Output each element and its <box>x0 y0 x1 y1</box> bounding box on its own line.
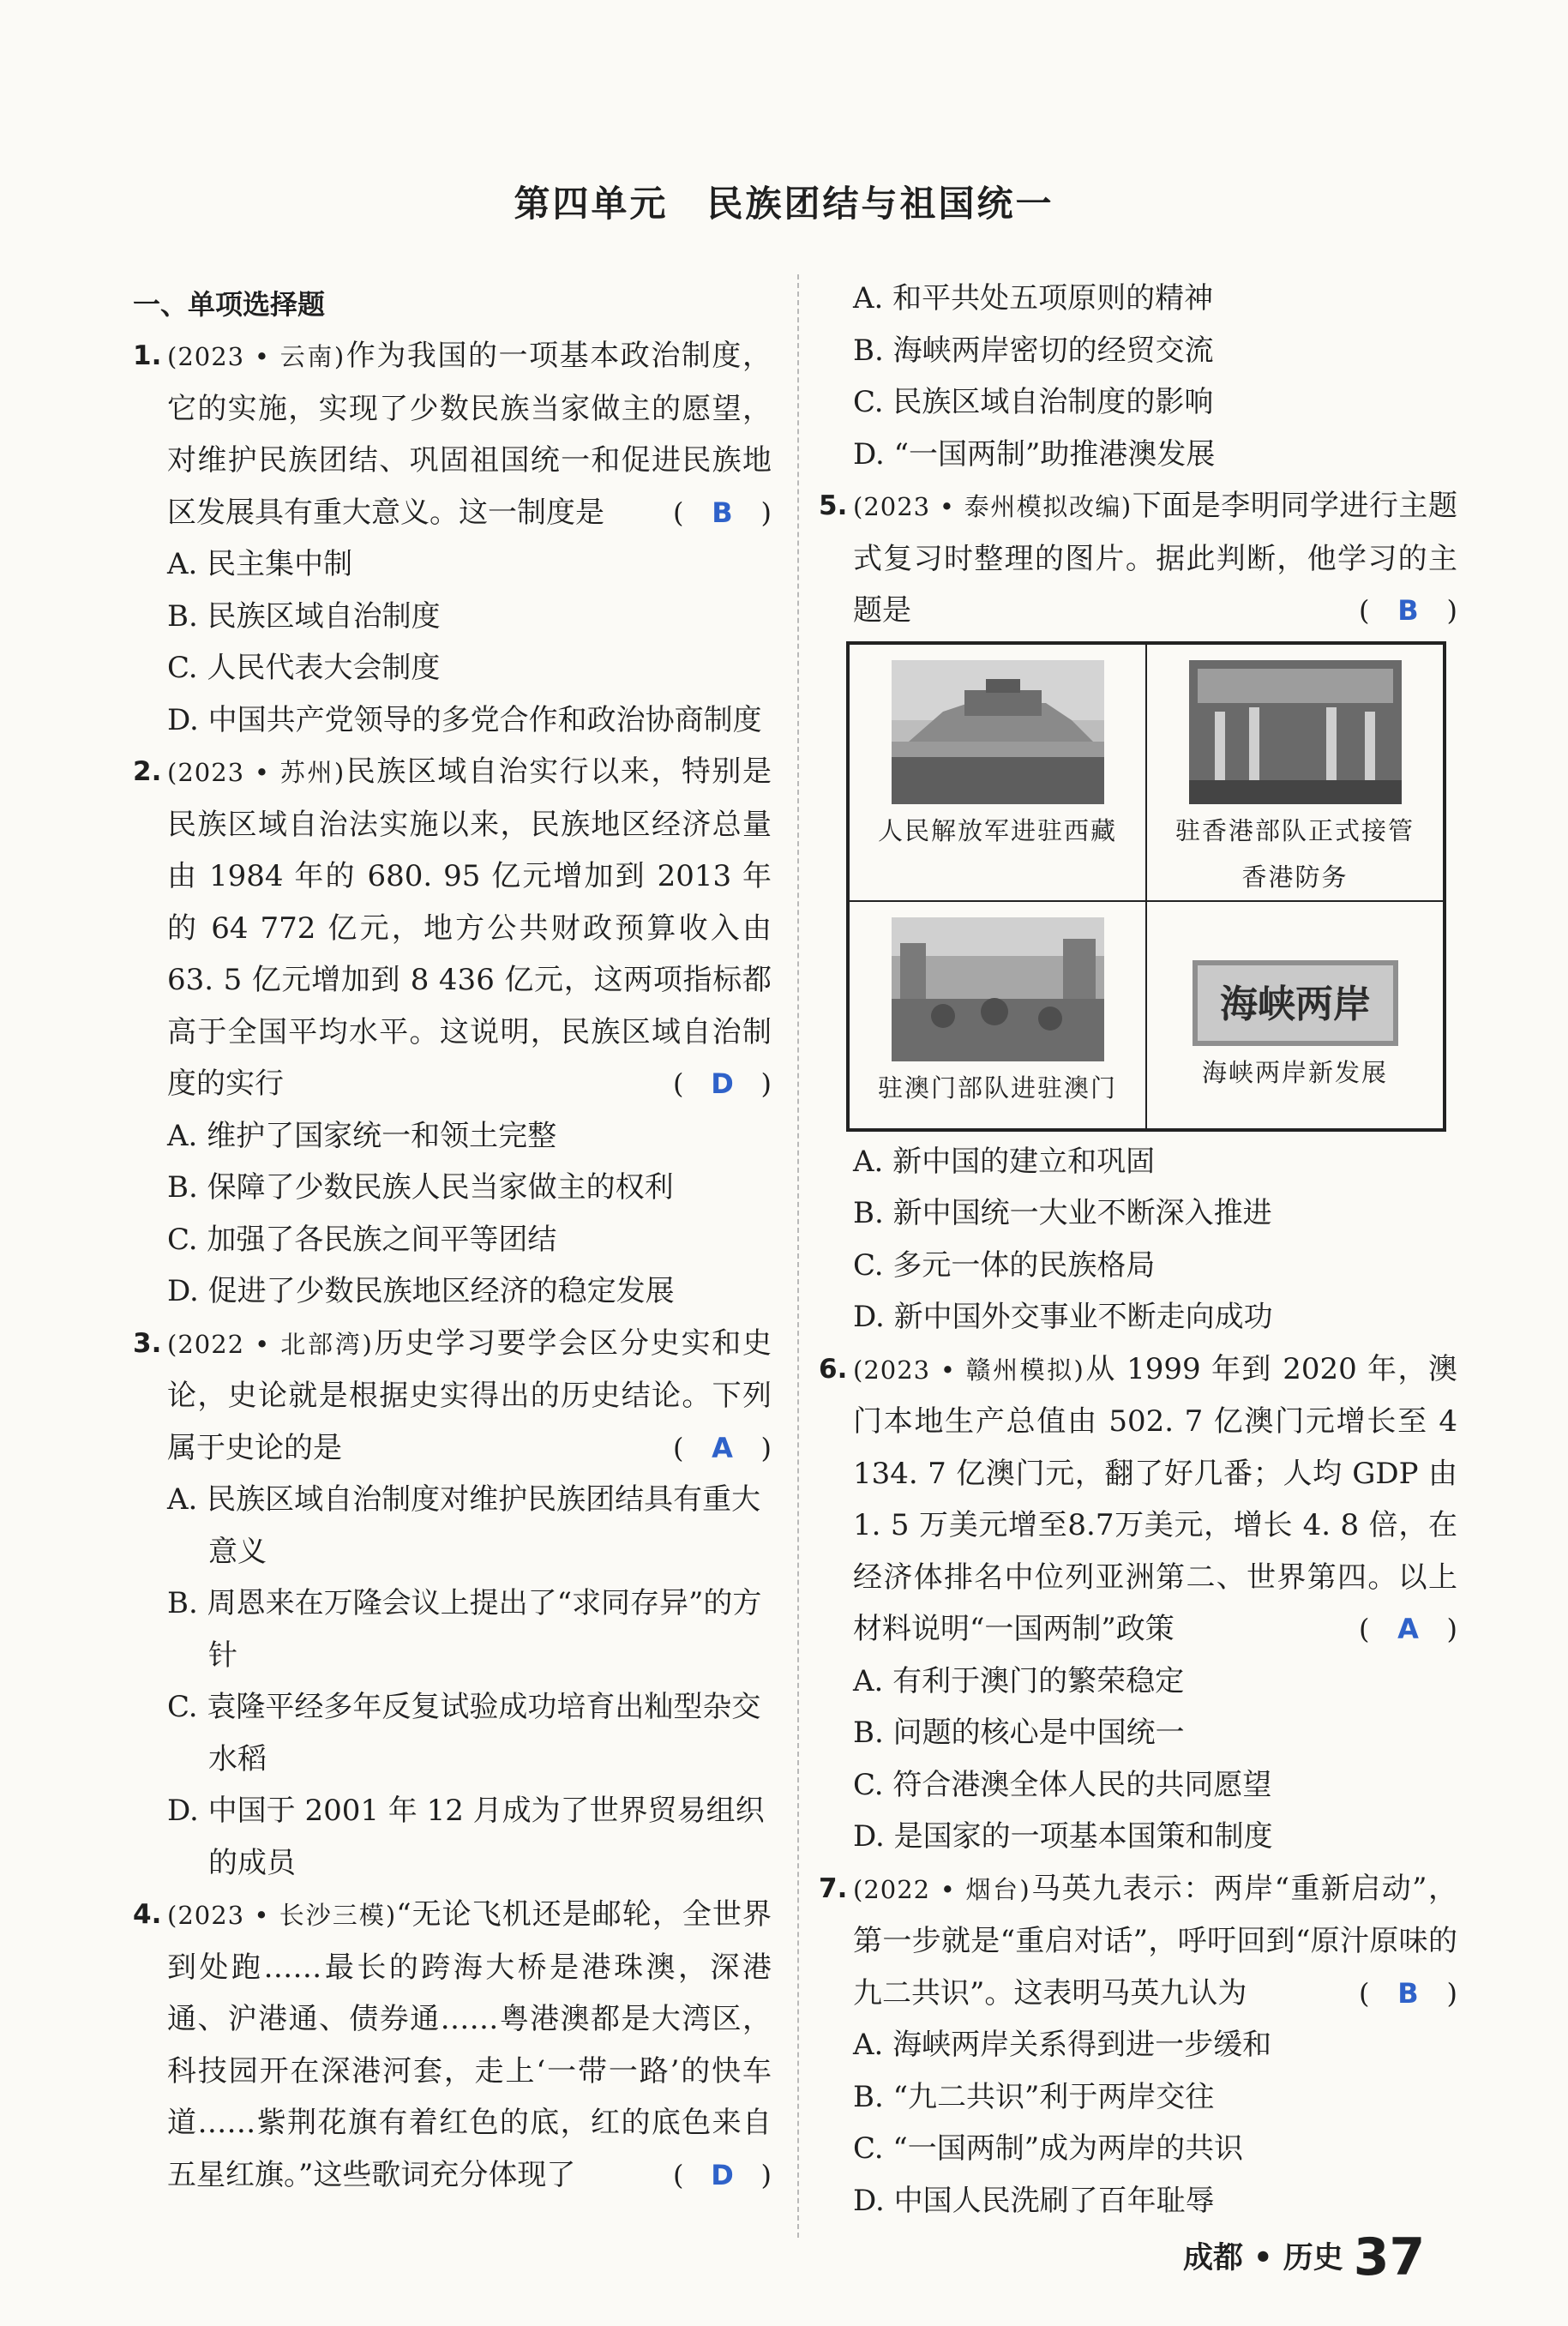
question-stem <box>167 746 772 1110</box>
option-a: A. 海峡两岸关系得到进一步缓和 <box>853 2028 1272 2062</box>
question-text: “无论飞机还是邮轮，全世界到处跑……最长的跨海大桥是港珠澳，深港通、沪港通、债券通……粤港澳都是大湾区，科技园开在深港河套，走上‘一带一路’的快车道……紫荆花旗有着红色的底，红的底色来自五星红旗。”这些歌词充分体现了 <box>167 1897 772 2192</box>
photo-potala-palace <box>892 660 1104 804</box>
photo-hongkong-handover <box>1189 660 1402 804</box>
question-source: (2023 • 赣州模拟) <box>853 1355 1084 1385</box>
option-d: D. “一国两制”助推港澳发展 <box>853 436 1216 472</box>
figure-cell-tibet <box>849 644 1146 901</box>
question-1 <box>133 330 772 746</box>
question-stem <box>167 330 772 538</box>
question-text: 民族区域自治实行以来，特别是民族区域自治法实施以来，民族地区经济总量由 1984 年的 680. 95 亿元增加到 2013 年的 64 772 亿元，地方公共财政预算收入由 63. 5 亿元增加到 8 436 亿元，这两项指标都高于全国平均水平。这说明，民族区域自治制度的实行 <box>167 754 772 1101</box>
page-title: 第四单元 民族团结与祖国统一 <box>514 183 1054 225</box>
question-source: (2023 • 苏州) <box>167 758 345 787</box>
option-b: B. 问题的核心是中国统一 <box>853 1716 1185 1750</box>
option-d: D. 中国于 2001 年 12 月成为了世界贸易组织的成员 <box>167 1794 765 1880</box>
question-source: (2023 • 长沙三模) <box>167 1901 397 1930</box>
answer-letter: B <box>1397 1976 1419 2010</box>
option-a: A. 民主集中制 <box>167 547 353 581</box>
option-b: B. 民族区域自治制度 <box>167 598 441 634</box>
question-stem <box>853 480 1457 637</box>
answer-bracket: ( D ) <box>673 2149 772 2202</box>
option-c: C. 民族区域自治制度的影响 <box>853 385 1214 419</box>
option-c: C. 加强了各民族之间平等团结 <box>167 1222 557 1257</box>
question-stem <box>167 1318 772 1475</box>
figure-cell-macau <box>849 901 1146 1129</box>
question-source: (2023 • 泰州模拟改编) <box>853 492 1132 521</box>
option-a: A. 新中国的建立和巩固 <box>853 1144 1156 1179</box>
option-c: C. 袁隆平经多年反复试验成功培育出籼型杂交水稻 <box>167 1690 761 1776</box>
right-column <box>819 273 1457 2227</box>
answer-letter: A <box>1397 1613 1419 1645</box>
option-c: C. “一国两制”成为两岸的共识 <box>853 2131 1244 2166</box>
option-a: A. 有利于澳门的繁荣稳定 <box>853 1663 1185 1698</box>
logo-text: 海峡两岸 <box>1219 982 1371 1026</box>
question-2 <box>133 746 772 1318</box>
question-3 <box>133 1318 772 1890</box>
question-stem <box>853 1863 1457 2020</box>
option-a: A. 民族区域自治制度对维护民族团结具有重大意义 <box>167 1482 761 1569</box>
answer-bracket: ( B ) <box>1359 1968 1457 2020</box>
answer-letter: B <box>712 496 733 529</box>
answer-bracket: ( B ) <box>673 487 772 539</box>
photo-figure-grid <box>846 641 1446 1132</box>
option-a: A. 和平共处五项原则的精神 <box>853 281 1214 316</box>
answer-letter: D <box>711 2158 734 2191</box>
page-footer <box>1183 2227 1425 2287</box>
option-d: D. 中国人民洗刷了百年耻辱 <box>853 2183 1215 2218</box>
question-number: 5. <box>819 490 848 521</box>
question-stem <box>167 1889 772 2201</box>
option-d: D. 促进了少数民族地区经济的稳定发展 <box>167 1274 675 1308</box>
option-d: D. 是国家的一项基本国策和制度 <box>853 1819 1273 1854</box>
option-d: D. 新中国外交事业不断走向成功 <box>853 1300 1273 1334</box>
caption-hongkong: 驻香港部队正式接管香港防务 <box>1174 815 1415 892</box>
question-text: 历史学习要学会区分史实和史论，史论就是根据史实得出的历史结论。下列属于史论的是 <box>167 1325 772 1465</box>
figure-cell-strait <box>1146 901 1444 1129</box>
figure-cell-hongkong <box>1146 644 1444 901</box>
option-b: B. 海峡两岸密切的经贸交流 <box>853 333 1214 368</box>
option-b: B. “九二共识”利于两岸交往 <box>853 2079 1215 2114</box>
question-6 <box>819 1343 1457 1863</box>
answer-letter: A <box>712 1431 733 1464</box>
option-b: B. 周恩来在万隆会议上提出了“求同存异”的方针 <box>167 1586 762 1673</box>
question-number: 7. <box>819 1872 848 1904</box>
photo-macau-troops <box>892 917 1104 1061</box>
answer-bracket: ( B ) <box>1359 585 1457 637</box>
question-number: 2. <box>133 756 162 787</box>
option-a: A. 维护了国家统一和领土完整 <box>167 1118 557 1153</box>
caption-macau: 驻澳门部队进驻澳门 <box>877 1073 1117 1103</box>
section-heading: 一、单项选择题 <box>133 288 326 321</box>
question-4-options <box>819 273 1457 480</box>
caption-strait: 海峡两岸新发展 <box>1201 1057 1388 1087</box>
answer-letter: D <box>711 1067 734 1100</box>
option-b: B. 保障了少数民族人民当家做主的权利 <box>167 1170 674 1205</box>
question-source: (2022 • 烟台) <box>853 1874 1030 1904</box>
question-text: 从 1999 年到 2020 年，澳门本地生产总值由 502. 7 亿澳门元增长至 4 134. 7 亿澳门元，翻了好几番；人均 GDP 由 1. 5 万美元增至8.7万美元，增长 4. 8 倍，在经济体排名中位列亚洲第二、世界第四。以上材料说明“一国两制”政策 <box>853 1351 1457 1646</box>
question-7 <box>819 1863 1457 2227</box>
question-source: (2022 • 北部湾) <box>167 1329 373 1359</box>
question-number: 4. <box>133 1899 162 1930</box>
question-number: 1. <box>133 340 162 371</box>
option-d: D. 中国共产党领导的多党合作和政治协商制度 <box>167 702 762 737</box>
question-text: 马英九表示：两岸“重新启动”，第一步就是“重启对话”，呼吁回到“原汁原味的九二共识”。这表明马英九认为 <box>853 1871 1457 2010</box>
column-divider <box>797 274 799 2238</box>
option-b: B. 新中国统一大业不断深入推进 <box>853 1196 1272 1230</box>
logo-straits <box>1193 960 1398 1046</box>
question-number: 3. <box>133 1327 162 1359</box>
question-text: 作为我国的一项基本政治制度，它的实施，实现了少数民族当家做主的愿望，对维护民族团结、巩固祖国统一和促进民族地区发展具有重大意义。这一制度是 <box>167 339 772 530</box>
question-source: (2023 • 云南) <box>167 342 345 371</box>
answer-bracket: ( A ) <box>673 1422 772 1475</box>
footer-label: 成都 • 历史 <box>1183 2241 1343 2275</box>
option-c: C. 多元一体的民族格局 <box>853 1247 1156 1283</box>
question-text: 下面是李明同学进行主题式复习时整理的图片。据此判断，他学习的主题是 <box>853 489 1458 628</box>
caption-tibet: 人民解放军进驻西藏 <box>877 815 1117 845</box>
question-number: 6. <box>819 1353 848 1385</box>
page-number: 37 <box>1353 2227 1426 2287</box>
option-c: C. 符合港澳全体人民的共同愿望 <box>853 1767 1272 1802</box>
question-5-options <box>819 1136 1457 1343</box>
left-column <box>133 279 772 2201</box>
question-5 <box>819 480 1457 637</box>
question-4 <box>133 1889 772 2201</box>
question-stem <box>853 1343 1457 1656</box>
answer-bracket: ( A ) <box>1359 1603 1457 1656</box>
answer-bracket: ( D ) <box>673 1058 772 1110</box>
option-c: C. 人民代表大会制度 <box>167 651 441 685</box>
answer-letter: B <box>1397 594 1419 627</box>
